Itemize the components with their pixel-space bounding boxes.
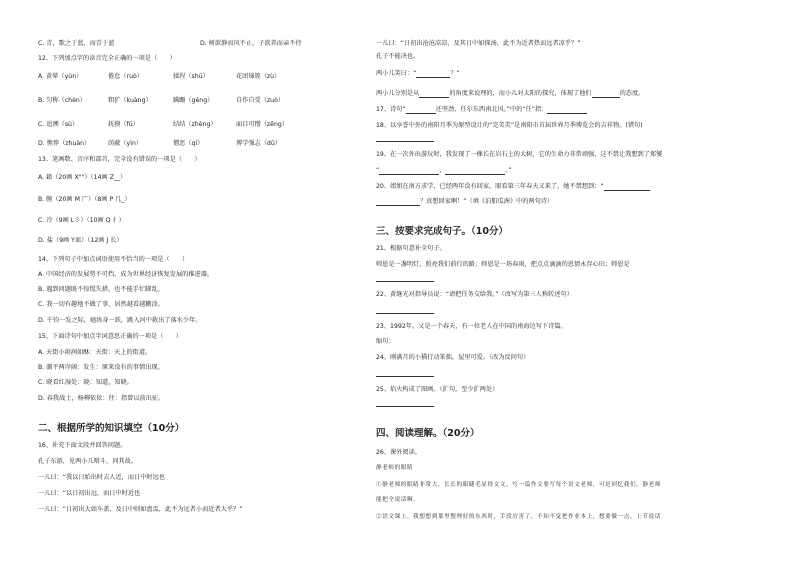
- q18-answer-blank[interactable]: [376, 134, 434, 142]
- q12-c-3: 结结（zhèng）: [173, 121, 217, 128]
- q16-passage-2: 一儿曰：“我以日始出时去人近，而日中时远也: [38, 474, 165, 481]
- q15-option-d: D. 春我战士，杨柳依依：往：指曾以前出征。: [38, 395, 165, 402]
- q18-line: 18、以享誉中外的南阳月季为原型设计的“完美美”是南阳市首届世界月季博览会的吉祥物。(错句): [376, 122, 643, 129]
- q12-d-4: 博学强志（dū）: [236, 140, 281, 147]
- q12-b-4: 自作自受（zuò）: [236, 97, 285, 104]
- q14-stem: 14、下列句子中加点词语使用不恰当的一项是（ ）: [38, 256, 189, 263]
- q20-line: 20、姐姐在南方求学，已经两年没有回家，眼看第三年春天又来了，她不禁想到：“: [376, 183, 650, 191]
- q21-line: 师恩是一盏明灯，照亮我们前行的路；师恩是一场春雨，把点点滴滴的恩情永存心田；师恩是: [376, 261, 630, 268]
- q12-d-3: 憎恶（qí）: [173, 140, 204, 147]
- q12-a-1: A. 黄晕（yùn）: [38, 73, 83, 80]
- q26-stem: 26、课外阅读。: [376, 449, 421, 456]
- section-3-heading: 三、按要求完成句子。（10分）: [376, 226, 508, 237]
- q12-c-1: C. 追溯（sù）: [38, 121, 79, 128]
- q16-passage-1: 孔子东游，见两小儿辩斗，问其故。: [38, 458, 137, 465]
- q13-option-a: A. 籍（20画 X""）（14画 Z__）: [38, 174, 127, 181]
- q22-line: 22、黄继光对指导员说：“请把任务交给我。”（改写为第三人称转述句）: [376, 291, 573, 298]
- answer-blank[interactable]: [376, 198, 420, 206]
- q13-option-b: B. 腕（20画 M 广）（8画 P 几_）: [38, 196, 131, 203]
- reading-paragraph-2: ②语文课上，我想想到那里整理好的东西时，手段厉害了，不知不觉把作业本上，想要做一点，上节说话: [376, 514, 661, 520]
- q16-passage-5: 一儿曰：“日初出沧沧凉凉，及其日中如探汤，此不为近者热而远者凉乎？”: [376, 40, 581, 47]
- q12-stem: 12、下列加点字的读音完全正确的一项是（ ）: [38, 55, 176, 62]
- answer-blank[interactable]: [445, 167, 505, 175]
- q11-option-c: C. 青，歌之于蓝，而青于蓝: [38, 40, 115, 47]
- q12-a-2: 倦怠（ruò）: [108, 73, 144, 80]
- q14-option-a: A. 中国经济的发展势不可挡，成为世界经济恢复发展的推进器。: [38, 271, 214, 278]
- answer-blank[interactable]: [592, 90, 620, 98]
- q14-option-b: B. 遇到问题既不惊慌失措，也不能手忙脚乱。: [38, 286, 164, 293]
- section-4-heading: 四、阅读理解。（20分）: [376, 428, 480, 439]
- q16-fill-1: 两小儿笑曰：“ ？”: [376, 70, 460, 77]
- q19-line: 19、在一次外出游玩时，我发现了一棵长在岩石上的大树，它的生命力非常顽强，这不禁让我想到了郑燮: [376, 151, 663, 158]
- q16-passage-4: 一儿曰：“日初出大如车盖，及日中则如盘盂，此不为远者小而近者大乎？”: [38, 506, 243, 513]
- q21-stem: 21、根据句意补全句子。: [376, 245, 446, 252]
- q23-line: 23、1992年，又是一个春天，有一位老人在中国的南海边写下诗篇。: [376, 323, 567, 330]
- answer-blank[interactable]: [379, 167, 439, 175]
- q25-answer-blank[interactable]: [376, 399, 434, 407]
- answer-blank[interactable]: [547, 106, 587, 114]
- q22-answer-blank[interactable]: [376, 306, 434, 314]
- q12-d-1: D. 憔悴（zhuàn）: [38, 140, 91, 147]
- q15-option-c: C. 晓看红湿处：晓：知道，知晓。: [38, 379, 133, 386]
- q16-stem: 16、补充下面文段并回答问题。: [38, 442, 127, 449]
- q16-fill-2: 两小儿分别是从 的角度来说理的，而小儿对太阳的探究，体现了他们 的态度。: [376, 90, 645, 97]
- section-2-heading: 二、根据所学的知识填空（10分）: [38, 423, 185, 434]
- q13-stem: 13、笔画数、音序和部首，完全没有错误的一项是（ ）: [38, 156, 201, 163]
- q23-shrink-label: 缩句：: [376, 338, 395, 345]
- q12-b-3: 蹒跚（gèng）: [173, 97, 214, 104]
- q24-answer-blank[interactable]: [376, 369, 434, 377]
- q25-line: 25、焰火构成了图画。（扩句，至少扩两处）: [376, 386, 499, 393]
- q15-stem: 15、下面诗句中加点字词意思正确的一项是（ ）: [38, 333, 182, 340]
- answer-blank[interactable]: [419, 90, 449, 98]
- q12-a-4: 花团锦簇（zù）: [236, 73, 281, 80]
- q14-option-c: C. 我一切有趣地不做了事，居然越看越糊涂。: [38, 301, 164, 308]
- q19-fill: “ ， 。”: [376, 167, 512, 174]
- q12-b-1: B. 匀称（chèn）: [38, 97, 86, 104]
- q12-a-3: 揉捏（shū）: [173, 73, 209, 80]
- answer-blank[interactable]: [406, 106, 436, 114]
- q13-option-c: C. 冷（9画 L彡）（10画 Q 扌）: [38, 217, 125, 224]
- q14-option-d: D. 千钧一发之际，她纵身一跃，跳入河中救出了落水少年。: [38, 317, 202, 324]
- q12-c-4: 面目可憎（zēng）: [236, 121, 289, 128]
- q11-option-d: D. 树欲静而风不止，子欲养而亲不待: [200, 40, 302, 47]
- answer-blank[interactable]: [604, 183, 650, 191]
- q13-option-d: D. 盐（9画 Y皿）（12画 J 长）: [38, 237, 123, 244]
- q21-answer-blank[interactable]: [376, 274, 434, 282]
- q15-option-a: A. 天街小雨润如酥：天街：天上的街道。: [38, 349, 152, 356]
- q16-passage-3: 一儿曰：“以日初出远，而日中时近也: [38, 490, 141, 497]
- reading-paragraph-1-cont: 能把全说话啊。: [376, 497, 420, 503]
- q12-b-2: 粗犷（kuàng）: [108, 97, 152, 104]
- answer-blank[interactable]: [416, 70, 450, 78]
- q16-passage-6: 孔子不能决也。: [376, 53, 420, 60]
- q12-d-2: 荫蔽（yìn）: [108, 140, 143, 147]
- q24-line: 24、刚满月的小猫行动笨拙，屋里可爱。（改为反问句）: [376, 354, 530, 361]
- q20-fill: ？真想回家啊！”（填《泊船瓜洲》中的两句诗）: [376, 198, 553, 206]
- q12-c-2: 抚摸（fǔ）: [108, 121, 139, 128]
- q15-option-b: B. 潮平两岸阔：发生：原来没有的事情出现。: [38, 364, 164, 371]
- reading-paragraph-1: ①静老师的眼睛非常大，长长的眼睫毛显得文文。写一篇作文要写每个语文老师，可是回忆我们，静老师: [376, 482, 661, 488]
- q17-line: 17、诗句“ 还坚劲，任尔东西南北风。”中的“任”指：: [376, 106, 587, 114]
- reading-title: 静老师的眼睛: [376, 465, 414, 471]
